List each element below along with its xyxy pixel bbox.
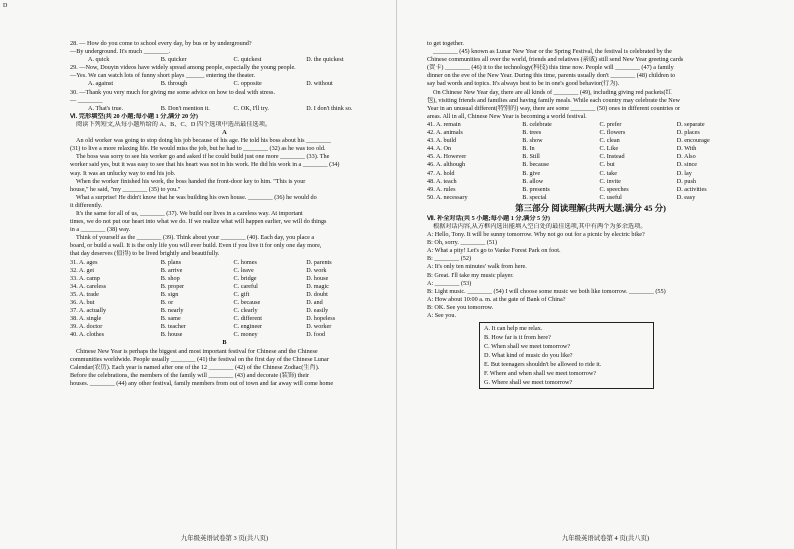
section-7-title: Ⅶ. 补全对话(共 5 小题;每小题 1 分,满分 5 分): [427, 214, 550, 222]
option: C. speeches: [599, 185, 629, 193]
option: B. because: [522, 161, 550, 169]
passage-line: On Chinese New Year day, there are all kinds of ________ (49), including giving red packets(红: [433, 88, 672, 96]
passage-line: The boss was sorry to see his worker go and asked if he could build just one more ________ (33). The: [76, 153, 330, 161]
option: C. leave: [233, 266, 254, 274]
option: C. Like: [599, 145, 619, 153]
option-row: [70, 275, 379, 283]
option: 48. A. teach: [427, 177, 457, 185]
option: D. the quickest: [306, 56, 344, 64]
option-row: [427, 178, 754, 186]
dialogue-line: B: ________ (52): [427, 255, 471, 263]
option: 36. A. but: [70, 299, 95, 306]
passage-line: An old worker was going to stop doing his job because of his age. He told his boss about his ________: [76, 137, 331, 145]
q29-answer-line: —Yes. We can watch lots of funny short plays ______ entering the theater.: [70, 72, 256, 80]
option-row: [70, 315, 379, 323]
option-row: [70, 291, 379, 299]
option: B. sign: [160, 290, 179, 298]
dialogue-line: A: What a pity! Let's go to Vanke Forest Park on foot.: [427, 247, 561, 255]
page-footer: 九年级英语试卷第 3 页(共八页): [180, 534, 269, 542]
option: D. Also: [676, 153, 696, 161]
option: 43. A. build: [427, 137, 457, 145]
passage-line: ________ (45) known as Lunar New Year or the Spring Festival, the festival is celebrated by the: [433, 48, 672, 56]
option: B. plans: [160, 258, 182, 266]
option: D. worker: [306, 323, 332, 331]
option: C. homes: [233, 258, 257, 266]
option-row: [427, 161, 754, 169]
option: 35. A. trade: [70, 290, 99, 298]
option: D. without: [306, 80, 333, 88]
passage-line: areas. All in all, Chinese New Year is becoming a world festival.: [427, 112, 587, 120]
option: A. That's true.: [88, 104, 124, 112]
option: 33. A. camp: [70, 274, 100, 282]
passage-line: communities worldwide. People usually ________ (41) the festival on the first day of the Chinese Lunar: [70, 355, 329, 363]
option: C. bridge: [233, 274, 257, 282]
option: B. celebrate: [522, 120, 552, 128]
passage-line: Year in an unusual different(特别的) way, there are some ________ (50) ones in different countries or: [427, 104, 681, 112]
dialogue: [427, 231, 754, 320]
corner-mark: D: [3, 3, 8, 9]
passage-line: dinner on the eve of the New Year. During this time, parents usually don't ________ (48) children to: [427, 72, 676, 80]
option-row: [70, 323, 379, 331]
section-6-title: Ⅵ. 完形填空(共 20 小题;每小题 1 分,满分 20 分): [70, 112, 198, 120]
passage-line: houses. ________ (44) any other festival, family members from out of town and far away will come home: [70, 379, 334, 387]
option: D. activities: [676, 185, 707, 193]
passage-line: board, or build a wall. It is the only life you will ever build. Even if you live it for only one day more,: [70, 242, 322, 250]
option: A. quick: [88, 56, 110, 64]
option: 39. A. doctor: [70, 323, 103, 331]
option: 32. A. get: [70, 266, 95, 274]
passage-line: 包), visiting friends and families and having family meals. While each country may celebrate the New: [427, 96, 680, 104]
option: C. engineer: [233, 323, 263, 331]
option: D. and: [306, 299, 323, 306]
option: D. easily: [306, 307, 329, 315]
option: D. With: [676, 145, 697, 153]
passage-line: to get together.: [427, 40, 464, 47]
option: C. take: [599, 169, 618, 177]
option-row: [70, 267, 379, 275]
option-row: [70, 331, 379, 339]
option: D. hopeless: [306, 315, 336, 323]
dialogue-line: A: It's only ten minutes' walk from here.: [427, 263, 527, 271]
dialogue-line: B: Great. I'll take my music player.: [427, 271, 514, 279]
passage-b-continued: [427, 40, 754, 121]
option: B. proper: [160, 282, 185, 290]
box-option: C. When shall we meet tomorrow?: [484, 343, 571, 351]
option: 46. A. although: [427, 161, 466, 169]
option: A. against: [88, 80, 114, 88]
passage-line: in a ________ (38) way.: [70, 226, 131, 234]
box-option: B. How far is it from here?: [484, 334, 551, 342]
dialogue-line: B: Light music. ________ (54) I will choose some music we both like tomorrow. ________ (55): [427, 287, 666, 295]
option: C. quickest: [233, 56, 262, 64]
option: C. careful: [233, 282, 258, 290]
option: B. In: [522, 145, 535, 153]
dialogue-line: A: Hello, Tony. It will be sunny tomorrow. Why not go out for a picnic by electric bike?: [427, 231, 645, 239]
box-option: F. Where and when shall we meet tomorrow?: [484, 370, 597, 378]
section-7-instructions: 根据对话内容,从方框内选出能填入空白处的最佳选项,其中有两个为多余选项。: [433, 222, 647, 230]
option: C. different: [233, 315, 262, 323]
option: B. Still: [522, 153, 540, 161]
option: B. same: [160, 315, 181, 323]
option: D. encourage: [676, 137, 710, 145]
dialogue-line: A: See you.: [427, 312, 457, 319]
passage-line: that day deserves (值得) to be lived brightly and beautifully.: [70, 250, 220, 258]
option: 34. A. careless: [70, 282, 107, 290]
option: 37. A. actually: [70, 307, 107, 315]
option-row: [427, 194, 754, 202]
passage-line: worker said yes, but it was easy to see that his heart was not in his work. He did his work in a ________ (34): [70, 161, 340, 169]
q28-answer-line: —By underground. It's much ________.: [70, 48, 170, 56]
option: C. opposite: [233, 80, 262, 88]
option: 44. A. On: [427, 145, 452, 153]
option: C. money: [233, 331, 258, 339]
option: 40. A. clothes: [70, 331, 105, 339]
option: C. prefer: [599, 120, 622, 128]
q29-options: [70, 80, 379, 88]
option: 47. A. hold: [427, 169, 455, 177]
option-row: [70, 259, 379, 267]
option: B. allow: [522, 177, 544, 185]
option: 42. A. animals: [427, 129, 463, 137]
option: D. work: [306, 266, 327, 274]
option: D. push: [676, 177, 697, 185]
passage-line: When the worker finished his work, the boss handed the front-door key to him. "This is your: [76, 177, 306, 185]
passage-line: Think of yourself as the ________ (39). Think about your ________ (40). Each day, you place a: [76, 234, 315, 242]
options-41-50: [427, 121, 754, 202]
option: D. separate: [676, 120, 705, 128]
passage-line: What a surprise! He didn't know that he was building his own house. ________ (36) he would do: [76, 193, 317, 201]
option: D. places: [676, 129, 700, 137]
option: B. nearly: [160, 307, 184, 315]
option-row: [427, 121, 754, 129]
q28-options: [70, 56, 379, 64]
option: C. invite: [599, 177, 621, 185]
passage-a: [70, 137, 379, 258]
option: D. since: [676, 161, 698, 169]
option: C. clearly: [233, 307, 258, 315]
page-footer: 九年级英语试卷第 4 页(共八页): [561, 534, 650, 542]
option: C. Instead: [599, 153, 625, 161]
option-row: [427, 153, 754, 161]
option: B. show: [522, 137, 543, 145]
option: B. house: [160, 331, 183, 339]
option: C. because: [233, 299, 261, 306]
q30-options: [70, 105, 379, 113]
option-row: [427, 186, 754, 194]
passage-line: Before the celebrations, the members of the family will ________ (43) and decorate (装饰) their: [70, 371, 309, 379]
option-row: [427, 129, 754, 137]
option: C. clean: [599, 137, 620, 145]
option: B. trees: [522, 129, 542, 137]
option: D. parents: [306, 258, 332, 266]
option: D. easy: [676, 193, 696, 201]
option-row: [70, 307, 379, 315]
option: D. house: [306, 274, 329, 282]
options-box: [479, 322, 654, 389]
option: B. shop: [160, 274, 180, 282]
dialogue-line: B: OK. See you tomorrow.: [427, 303, 494, 311]
option: C. flowers: [599, 129, 626, 137]
passage-line: say bad words and topics. It's always best to be in one's good behavior(行为).: [427, 80, 620, 88]
option-row: [427, 170, 754, 178]
q29-question: 29. —Now, Douyin videos have widely spread among people, especially the young people.: [70, 64, 296, 72]
passage-line: (贺卡) ________ (46) it to the technology(科技) this time now. People will ________ (47) a family: [427, 64, 674, 72]
passage-line: Calendar(农历). Each year is named after one of the 12 ________ (42) of the Chinese Zodiac(生肖).: [70, 363, 320, 371]
option: C. OK, I'll try.: [233, 104, 269, 112]
box-option: G. Where shall we meet tomorrow?: [484, 379, 573, 387]
option-row: [427, 137, 754, 145]
section-6-instructions: 阅读下列短文,从每小题所给的 A、B、C、D 四个选项中选出最佳选项。: [76, 120, 272, 128]
passage-line: house," he said, "my ________ (35) to you.": [70, 185, 181, 193]
box-option: E. But teenagers shouldn't be allowed to ride it.: [484, 361, 602, 369]
box-option: A. It can help me relax.: [484, 325, 543, 333]
passage-line: times, we do not put our heart into what we do. If we realize what will happen earlier, we will do things: [70, 218, 327, 226]
passage-b-label: B: [222, 339, 227, 347]
dialogue-line: A: How about 10:00 a. m. at the gate of Bank of China?: [427, 295, 566, 303]
passage-line: way. It was an unlucky way to end his job.: [70, 169, 176, 177]
option-row: [70, 283, 379, 291]
option: 50. A. necessary: [427, 193, 468, 201]
option: C. useful: [599, 193, 622, 201]
passage-line: Chinese New Year is perhaps the biggest and most important festival for Chinese and the Chinese: [76, 347, 318, 355]
passage-line: it differently.: [70, 201, 103, 209]
option: B. arrive: [160, 266, 183, 274]
option: B. Don't mention it.: [160, 104, 210, 112]
option: B. give: [522, 169, 541, 177]
option: D. doubt: [306, 290, 328, 298]
passage-a-label: A: [222, 129, 227, 137]
option: B. special: [522, 193, 547, 201]
option: 45. A. However: [427, 153, 467, 161]
option: C. but: [599, 161, 615, 169]
passage-line: Chinese communities all over the world, friends and relatives (亲戚) still send New Year greeting cards: [427, 56, 684, 64]
option: 38. A. single: [70, 315, 102, 323]
option: B. teacher: [160, 323, 186, 331]
q28-question: 28. — How do you come to school every day, by bus or by underground?: [70, 40, 252, 47]
q30-answer-line: — ________: [70, 96, 103, 104]
option: 31. A. ages: [70, 258, 98, 266]
dialogue-line: A: ________ (53): [427, 279, 472, 287]
option: D. magic: [306, 282, 329, 290]
option-row: [70, 299, 379, 307]
option: 41. A. remain: [427, 120, 461, 128]
option: B. quicker: [160, 56, 187, 64]
option-row: [427, 145, 754, 153]
dialogue-line: B: Oh, sorry. ________ (51): [427, 239, 498, 247]
option: 49. A. rules: [427, 185, 456, 193]
option: D. lay: [676, 169, 692, 177]
passage-b: [70, 348, 379, 388]
q30-question: 30. —Thank you very much for giving me some advice on how to deal with stress.: [70, 88, 276, 96]
box-option: D. What kind of music do you like?: [484, 352, 573, 360]
option: C. gift: [233, 290, 250, 298]
option: D. food: [306, 331, 326, 339]
option: D. I don't think so.: [306, 104, 353, 112]
part-3-title: 第三部分 阅读理解(共两大题;满分 45 分): [515, 202, 666, 213]
right-page: [397, 0, 794, 549]
option: B. through: [160, 80, 188, 88]
option: B. or: [160, 299, 174, 306]
passage-line: It's the same for all of us, ________ (37). We build our lives in a careless way. At important: [76, 209, 303, 217]
options-31-40: [70, 259, 379, 340]
option: B. presents: [522, 185, 550, 193]
passage-line: (31) to live a more relaxing life. He would miss the job, but he had to ________ (32) as he was too old.: [70, 145, 326, 153]
